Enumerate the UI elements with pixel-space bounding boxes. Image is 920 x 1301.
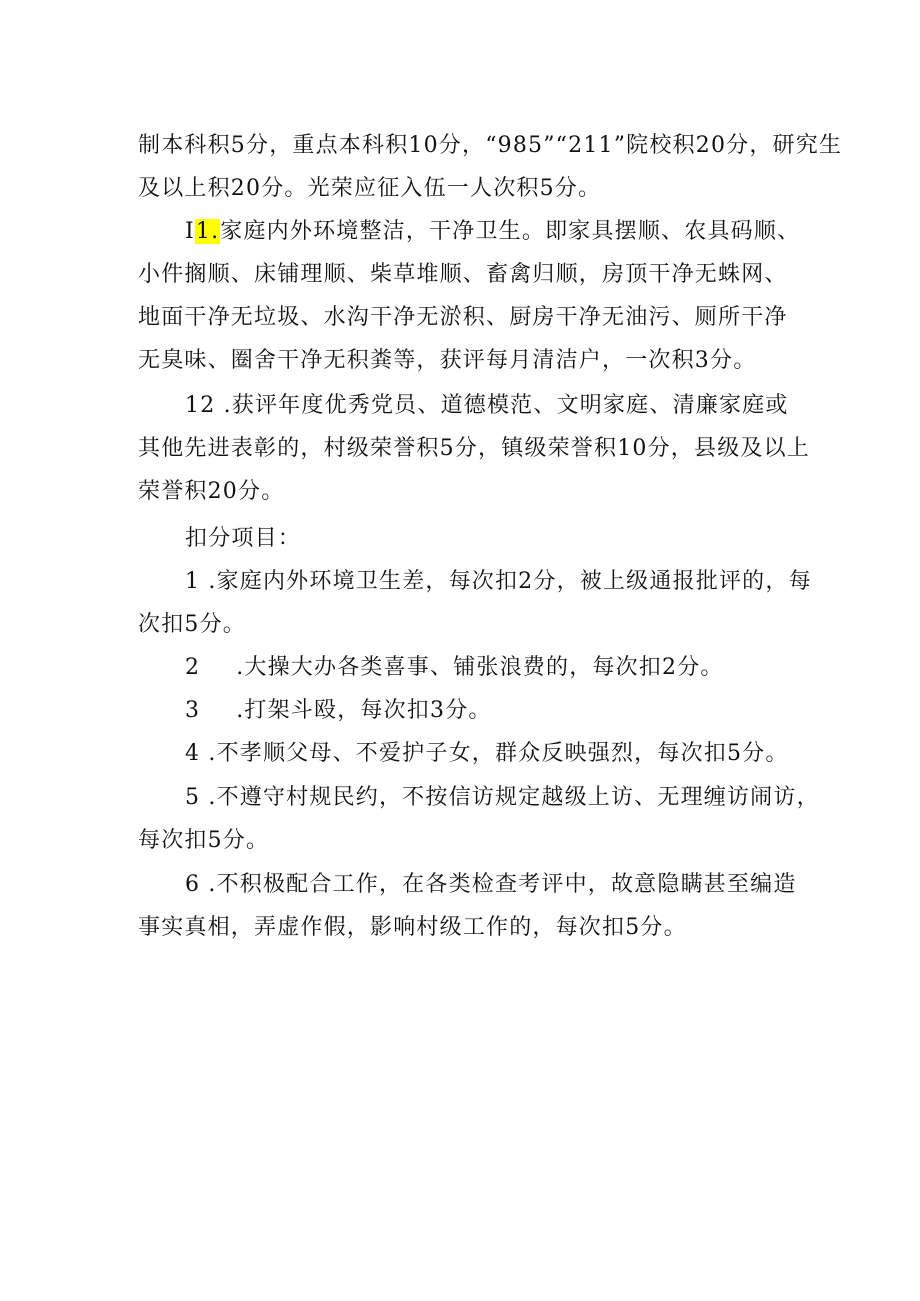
item-11-line-1: [185, 217, 838, 247]
item-12-line-3: 荣誉积20分。: [138, 479, 285, 504]
item-11-line-3: 地面干净无垃圾、水沟干净无淤积、厨房干净无油污、厕所干净: [138, 305, 788, 330]
item-11-line-2: 小件搁顺、床铺理顺、柴草堆顺、畜禽归顺，房顶干净无蛛网、: [138, 262, 788, 287]
deduction-2-text: .大操大办各类喜事、铺张浪费的，每次扣2分。: [236, 655, 724, 680]
deduction-1-line-1: 1 .家庭内外环境卫生差，每次扣2分，被上级通报批评的，每: [185, 569, 812, 594]
item-11-line-1-text: 家庭内外环境整洁，干净卫生。即家具摆顺、农具码顺、: [220, 219, 801, 244]
deduction-5-line-2: 每次扣5分。: [138, 828, 270, 853]
item-11-number-highlight: 1.: [195, 219, 220, 244]
deduction-3-number: 3: [185, 698, 201, 723]
item-12-line-2: 其他先进表彰的，村级荣誉积5分，镇级荣誉积10分，县级及以上: [138, 436, 810, 461]
deduction-2: [185, 653, 838, 683]
continuation-line-1: 制本科积5分，重点本科积10分，“985”“211”院校积20分，研究生: [138, 133, 843, 158]
item-12-line-1: 12 .获评年度优秀党员、道德模范、文明家庭、清廉家庭或: [185, 393, 789, 418]
deduction-3-text: .打架斗殴，每次扣3分。: [236, 698, 492, 723]
deduction-5-line-1: 5 .不遵守村规民约，不按信访规定越级上访、无理缠访闹访，: [185, 785, 820, 810]
deduction-heading: 扣分项目：: [185, 526, 302, 551]
item-11-line-4: 无臭味、圈舍干净无积粪等，获评每月清洁户，一次积3分。: [138, 348, 757, 373]
deduction-2-number: 2: [185, 655, 201, 680]
deduction-1-line-2: 次扣5分。: [138, 612, 246, 637]
deduction-3: [185, 696, 838, 726]
deduction-6-line-2: 事实真相，弄虚作假，影响村级工作的，每次扣5分。: [138, 915, 687, 940]
continuation-line-2: 及以上积20分。光荣应征入伍一人次积5分。: [138, 176, 602, 201]
item-11-number-prefix: I: [185, 219, 195, 244]
deduction-6-line-1: 6 .不积极配合工作，在各类检查考评中，故意隐瞒甚至编造: [185, 872, 797, 897]
deduction-4: 4 .不孝顺父母、不爱护子女，群众反映强烈，每次扣5分。: [185, 741, 789, 766]
